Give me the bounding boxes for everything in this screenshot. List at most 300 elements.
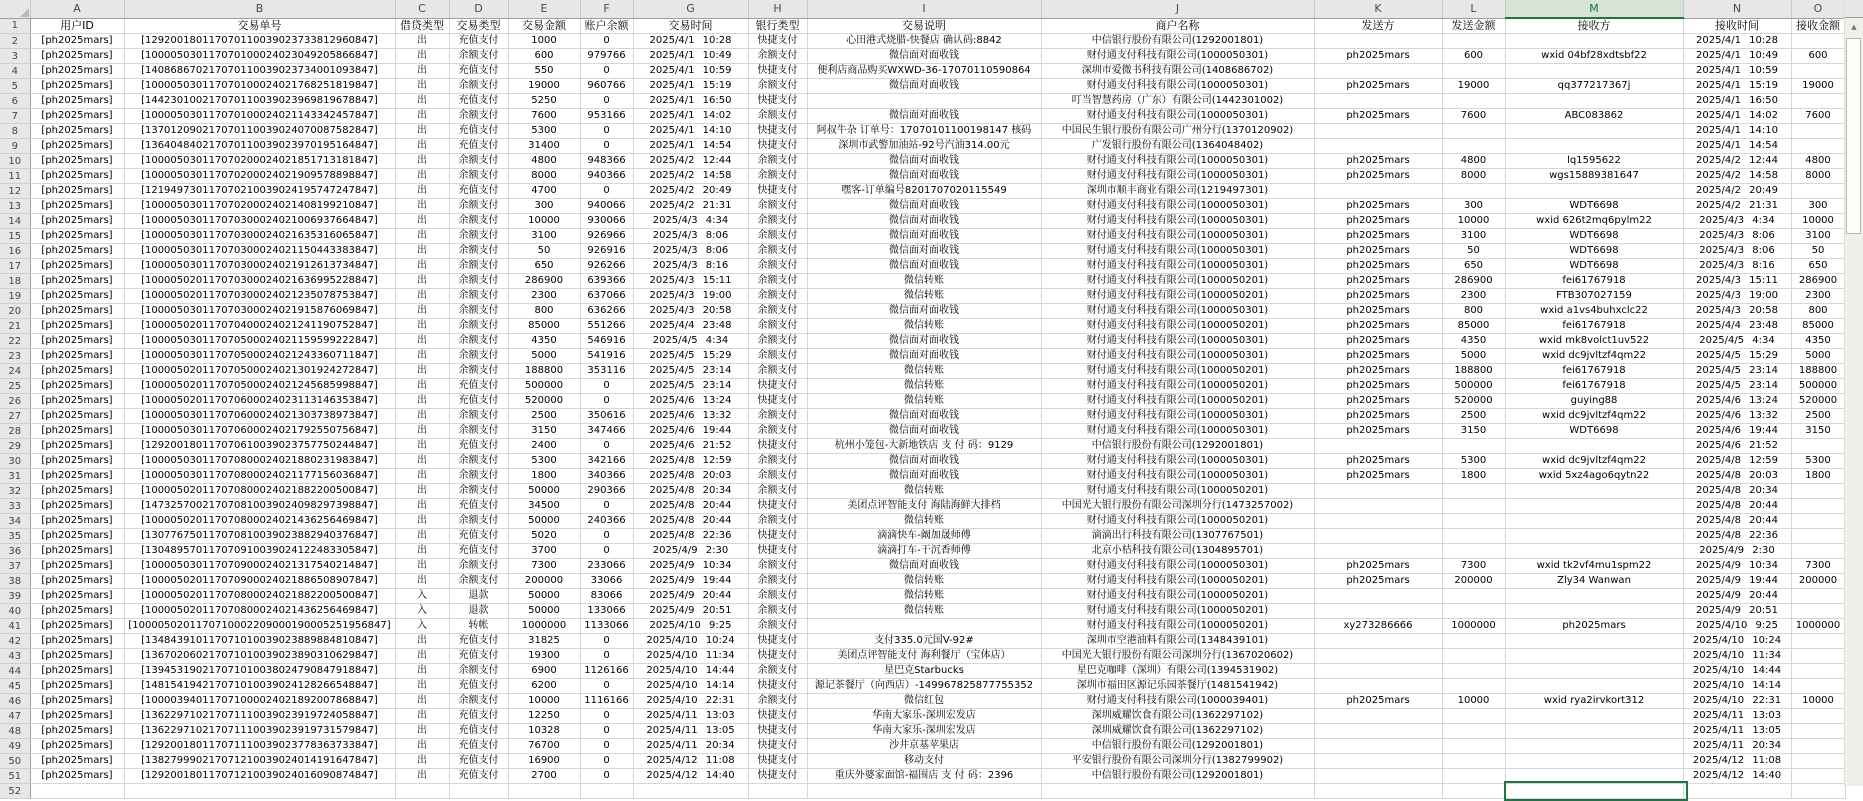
cell-A31[interactable]: [ph2025mars] [30, 469, 124, 484]
cell-O31[interactable]: 1800 [1791, 469, 1845, 484]
cell-M14[interactable]: wxid 626t2mq6pylm22 [1505, 214, 1683, 229]
cell-B41[interactable]: [1000050201170710002209000190005251956847] [124, 619, 395, 634]
cell-F42[interactable]: 0 [580, 634, 633, 649]
cell-J32[interactable]: 财付通支付科技有限公司(1000050201) [1041, 484, 1314, 499]
cell-I11[interactable]: 微信面对面收钱 [807, 169, 1041, 184]
cell-J15[interactable]: 财付通支付科技有限公司(1000050301) [1041, 229, 1314, 244]
cell-O35[interactable] [1791, 529, 1845, 544]
cell-K3[interactable]: ph2025mars [1314, 49, 1442, 64]
cell-D26[interactable]: 充值支付 [449, 394, 508, 409]
cell-M50[interactable] [1505, 754, 1683, 769]
cell-C28[interactable]: 出 [395, 424, 449, 439]
cell-H9[interactable]: 快捷支付 [748, 139, 807, 154]
cell-C40[interactable]: 入 [395, 604, 449, 619]
cell-J12[interactable]: 深圳市顺丰商业有限公司(1219497301) [1041, 184, 1314, 199]
cell-N4[interactable]: 2025/4/1 10:59 [1683, 64, 1791, 79]
row-number-2[interactable]: 2 [0, 34, 30, 49]
cell-F18[interactable]: 639366 [580, 274, 633, 289]
cell-N19[interactable]: 2025/4/3 19:00 [1683, 289, 1791, 304]
cell-H1[interactable]: 银行类型 [748, 18, 807, 34]
cell-K20[interactable]: ph2025mars [1314, 304, 1442, 319]
cell-M12[interactable] [1505, 184, 1683, 199]
cell-J37[interactable]: 财付通支付科技有限公司(1000050301) [1041, 559, 1314, 574]
cell-I26[interactable]: 微信转账 [807, 394, 1041, 409]
cell-E15[interactable]: 3100 [508, 229, 580, 244]
cell-F8[interactable]: 0 [580, 124, 633, 139]
column-header-D[interactable]: D [449, 0, 508, 18]
cell-B2[interactable]: [129200180117070110039023733812960847] [124, 34, 395, 49]
cell-K32[interactable] [1314, 484, 1442, 499]
cell-H11[interactable]: 余额支付 [748, 169, 807, 184]
cell-I19[interactable]: 微信转账 [807, 289, 1041, 304]
cell-L47[interactable] [1442, 709, 1505, 724]
cell-J18[interactable]: 财付通支付科技有限公司(1000050201) [1041, 274, 1314, 289]
cell-L36[interactable] [1442, 544, 1505, 559]
cell-E44[interactable]: 6900 [508, 664, 580, 679]
cell-M41[interactable]: ph2025mars [1505, 619, 1683, 634]
cell-D2[interactable]: 充值支付 [449, 34, 508, 49]
cell-N41[interactable]: 2025/4/10 9:25 [1683, 619, 1791, 634]
cell-M44[interactable] [1505, 664, 1683, 679]
cell-B43[interactable]: [136702060217071010039023890310629847] [124, 649, 395, 664]
cell-C19[interactable]: 出 [395, 289, 449, 304]
select-all-corner[interactable] [0, 0, 30, 18]
column-header-G[interactable]: G [633, 0, 748, 18]
cell-K23[interactable]: ph2025mars [1314, 349, 1442, 364]
cell-L25[interactable]: 500000 [1442, 379, 1505, 394]
cell-N47[interactable]: 2025/4/11 13:03 [1683, 709, 1791, 724]
cell-O40[interactable] [1791, 604, 1845, 619]
cell-L5[interactable]: 19000 [1442, 79, 1505, 94]
cell-H4[interactable]: 快捷支付 [748, 64, 807, 79]
vertical-scrollbar[interactable] [1844, 0, 1863, 786]
cell-H38[interactable]: 余额支付 [748, 574, 807, 589]
cell-K51[interactable] [1314, 769, 1442, 784]
cell-I15[interactable]: 微信面对面收钱 [807, 229, 1041, 244]
cell-I37[interactable]: 微信面对面收钱 [807, 559, 1041, 574]
cell-L1[interactable]: 发送金额 [1442, 18, 1505, 34]
cell-M17[interactable]: WDT6698 [1505, 259, 1683, 274]
cell-G13[interactable]: 2025/4/2 21:31 [633, 199, 748, 214]
cell-J13[interactable]: 财付通支付科技有限公司(1000050301) [1041, 199, 1314, 214]
cell-F6[interactable]: 0 [580, 94, 633, 109]
cell-C42[interactable]: 出 [395, 634, 449, 649]
cell-L29[interactable] [1442, 439, 1505, 454]
cell-D5[interactable]: 余额支付 [449, 79, 508, 94]
cell-F21[interactable]: 551266 [580, 319, 633, 334]
cell-D25[interactable]: 充值支付 [449, 379, 508, 394]
cell-B52[interactable] [124, 784, 395, 799]
cell-A41[interactable]: [ph2025mars] [30, 619, 124, 634]
cell-G36[interactable]: 2025/4/9 2:30 [633, 544, 748, 559]
cell-I7[interactable]: 微信面对面收钱 [807, 109, 1041, 124]
cell-F24[interactable]: 353116 [580, 364, 633, 379]
cell-F17[interactable]: 926266 [580, 259, 633, 274]
cell-O41[interactable]: 1000000 [1791, 619, 1845, 634]
cell-A12[interactable]: [ph2025mars] [30, 184, 124, 199]
cell-E36[interactable]: 3700 [508, 544, 580, 559]
cell-G31[interactable]: 2025/4/8 20:03 [633, 469, 748, 484]
cell-G4[interactable]: 2025/4/1 10:59 [633, 64, 748, 79]
scrollbar-thumb[interactable] [1846, 38, 1861, 234]
cell-G27[interactable]: 2025/4/6 13:32 [633, 409, 748, 424]
cell-M27[interactable]: wxid dc9jvltzf4qm22 [1505, 409, 1683, 424]
column-header-E[interactable]: E [508, 0, 580, 18]
cell-M5[interactable]: qq377217367j [1505, 79, 1683, 94]
cell-K50[interactable] [1314, 754, 1442, 769]
cell-M8[interactable] [1505, 124, 1683, 139]
cell-A10[interactable]: [ph2025mars] [30, 154, 124, 169]
cell-M15[interactable]: WDT6698 [1505, 229, 1683, 244]
column-header-L[interactable]: L [1442, 0, 1505, 18]
cell-G17[interactable]: 2025/4/3 8:16 [633, 259, 748, 274]
cell-K29[interactable] [1314, 439, 1442, 454]
cell-J24[interactable]: 财付通支付科技有限公司(1000050201) [1041, 364, 1314, 379]
cell-E17[interactable]: 650 [508, 259, 580, 274]
row-number-31[interactable]: 31 [0, 469, 30, 484]
cell-G25[interactable]: 2025/4/5 23:14 [633, 379, 748, 394]
cell-L51[interactable] [1442, 769, 1505, 784]
cell-N30[interactable]: 2025/4/8 12:59 [1683, 454, 1791, 469]
cell-M51[interactable] [1505, 769, 1683, 784]
cell-L38[interactable]: 200000 [1442, 574, 1505, 589]
cell-B34[interactable]: [100005020117070800024021436256469847] [124, 514, 395, 529]
cell-F3[interactable]: 979766 [580, 49, 633, 64]
cell-G47[interactable]: 2025/4/11 13:03 [633, 709, 748, 724]
cell-N35[interactable]: 2025/4/8 22:36 [1683, 529, 1791, 544]
cell-H17[interactable]: 余额支付 [748, 259, 807, 274]
cell-N45[interactable]: 2025/4/10 14:14 [1683, 679, 1791, 694]
cell-F47[interactable]: 0 [580, 709, 633, 724]
cell-O23[interactable]: 5000 [1791, 349, 1845, 364]
cell-B23[interactable]: [100005030117070500024021243360711847] [124, 349, 395, 364]
cell-M38[interactable]: Zly34 Wanwan [1505, 574, 1683, 589]
cell-K7[interactable]: ph2025mars [1314, 109, 1442, 124]
cell-O39[interactable] [1791, 589, 1845, 604]
cell-I40[interactable]: 微信转账 [807, 604, 1041, 619]
cell-E22[interactable]: 4350 [508, 334, 580, 349]
cell-I52[interactable] [807, 784, 1041, 799]
cell-L34[interactable] [1442, 514, 1505, 529]
cell-B48[interactable]: [136229710217071110039023919731579847] [124, 724, 395, 739]
cell-E52[interactable] [508, 784, 580, 799]
cell-O49[interactable] [1791, 739, 1845, 754]
cell-I46[interactable]: 微信红包 [807, 694, 1041, 709]
cell-M9[interactable] [1505, 139, 1683, 154]
cell-F12[interactable]: 0 [580, 184, 633, 199]
cell-F45[interactable]: 0 [580, 679, 633, 694]
cell-M3[interactable]: wxid 04bf28xdtsbf22 [1505, 49, 1683, 64]
cell-D31[interactable]: 余额支付 [449, 469, 508, 484]
cell-G7[interactable]: 2025/4/1 14:02 [633, 109, 748, 124]
cell-F35[interactable]: 0 [580, 529, 633, 544]
cell-A13[interactable]: [ph2025mars] [30, 199, 124, 214]
cell-H28[interactable]: 余额支付 [748, 424, 807, 439]
cell-C8[interactable]: 出 [395, 124, 449, 139]
cell-M52[interactable] [1505, 784, 1683, 799]
row-number-19[interactable]: 19 [0, 289, 30, 304]
cell-D50[interactable]: 充值支付 [449, 754, 508, 769]
cell-G52[interactable] [633, 784, 748, 799]
cell-M30[interactable]: wxid dc9jvltzf4qm22 [1505, 454, 1683, 469]
cell-C26[interactable]: 出 [395, 394, 449, 409]
cell-M48[interactable] [1505, 724, 1683, 739]
cell-J35[interactable]: 滴滴出行科技有限公司(1307767501) [1041, 529, 1314, 544]
cell-A29[interactable]: [ph2025mars] [30, 439, 124, 454]
row-number-14[interactable]: 14 [0, 214, 30, 229]
cell-D18[interactable]: 余额支付 [449, 274, 508, 289]
cell-L52[interactable] [1442, 784, 1505, 799]
cell-A50[interactable]: [ph2025mars] [30, 754, 124, 769]
cell-D28[interactable]: 余额支付 [449, 424, 508, 439]
cell-A9[interactable]: [ph2025mars] [30, 139, 124, 154]
cell-D22[interactable]: 余额支付 [449, 334, 508, 349]
cell-N8[interactable]: 2025/4/1 14:10 [1683, 124, 1791, 139]
cell-C4[interactable]: 出 [395, 64, 449, 79]
cell-H26[interactable]: 快捷支付 [748, 394, 807, 409]
column-header-I[interactable]: I [807, 0, 1041, 18]
cell-I36[interactable]: 滴滴打车-干沉香师傅 [807, 544, 1041, 559]
cell-B39[interactable]: [100005020117070800024021882200500847] [124, 589, 395, 604]
row-number-22[interactable]: 22 [0, 334, 30, 349]
cell-K2[interactable] [1314, 34, 1442, 49]
cell-O47[interactable] [1791, 709, 1845, 724]
cell-K45[interactable] [1314, 679, 1442, 694]
cell-A19[interactable]: [ph2025mars] [30, 289, 124, 304]
row-number-39[interactable]: 39 [0, 589, 30, 604]
cell-N6[interactable]: 2025/4/1 16:50 [1683, 94, 1791, 109]
cell-K26[interactable]: ph2025mars [1314, 394, 1442, 409]
cell-M20[interactable]: wxid a1vs4buhxclc22 [1505, 304, 1683, 319]
cell-D13[interactable]: 余额支付 [449, 199, 508, 214]
cell-H51[interactable]: 快捷支付 [748, 769, 807, 784]
cell-F2[interactable]: 0 [580, 34, 633, 49]
cell-A48[interactable]: [ph2025mars] [30, 724, 124, 739]
cell-I4[interactable]: 便利店商品购买WXWD-36-17070110590864 [807, 64, 1041, 79]
cell-E20[interactable]: 800 [508, 304, 580, 319]
cell-M7[interactable]: ABC083862 [1505, 109, 1683, 124]
cell-A37[interactable]: [ph2025mars] [30, 559, 124, 574]
cell-L31[interactable]: 1800 [1442, 469, 1505, 484]
cell-H15[interactable]: 余额支付 [748, 229, 807, 244]
cell-H19[interactable]: 余额支付 [748, 289, 807, 304]
cell-E45[interactable]: 6200 [508, 679, 580, 694]
row-number-49[interactable]: 49 [0, 739, 30, 754]
cell-D52[interactable] [449, 784, 508, 799]
cell-L10[interactable]: 4800 [1442, 154, 1505, 169]
cell-A43[interactable]: [ph2025mars] [30, 649, 124, 664]
cell-M23[interactable]: wxid dc9jvltzf4qm22 [1505, 349, 1683, 364]
cell-C21[interactable]: 出 [395, 319, 449, 334]
cell-A6[interactable]: [ph2025mars] [30, 94, 124, 109]
cell-N26[interactable]: 2025/4/6 13:24 [1683, 394, 1791, 409]
cell-O48[interactable] [1791, 724, 1845, 739]
cell-J16[interactable]: 财付通支付科技有限公司(1000050301) [1041, 244, 1314, 259]
cell-C47[interactable]: 出 [395, 709, 449, 724]
cell-F30[interactable]: 342166 [580, 454, 633, 469]
row-number-26[interactable]: 26 [0, 394, 30, 409]
cell-A49[interactable]: [ph2025mars] [30, 739, 124, 754]
cell-H16[interactable]: 余额支付 [748, 244, 807, 259]
cell-O43[interactable] [1791, 649, 1845, 664]
row-number-50[interactable]: 50 [0, 754, 30, 769]
cell-L13[interactable]: 300 [1442, 199, 1505, 214]
cell-O11[interactable]: 8000 [1791, 169, 1845, 184]
cell-F38[interactable]: 33066 [580, 574, 633, 589]
cell-A18[interactable]: [ph2025mars] [30, 274, 124, 289]
cell-C23[interactable]: 出 [395, 349, 449, 364]
cell-B33[interactable]: [147325700217070810039024098297398847] [124, 499, 395, 514]
cell-N14[interactable]: 2025/4/3 4:34 [1683, 214, 1791, 229]
cell-E41[interactable]: 1000000 [508, 619, 580, 634]
cell-D27[interactable]: 余额支付 [449, 409, 508, 424]
cell-H46[interactable]: 余额支付 [748, 694, 807, 709]
cell-G33[interactable]: 2025/4/8 20:44 [633, 499, 748, 514]
cell-C30[interactable]: 出 [395, 454, 449, 469]
cell-A44[interactable]: [ph2025mars] [30, 664, 124, 679]
cell-D47[interactable]: 充值支付 [449, 709, 508, 724]
cell-O45[interactable] [1791, 679, 1845, 694]
cell-I31[interactable]: 微信面对面收钱 [807, 469, 1041, 484]
cell-I18[interactable]: 微信转账 [807, 274, 1041, 289]
row-number-34[interactable]: 34 [0, 514, 30, 529]
cell-E25[interactable]: 500000 [508, 379, 580, 394]
cell-D36[interactable]: 充值支付 [449, 544, 508, 559]
cell-H29[interactable]: 快捷支付 [748, 439, 807, 454]
cell-K40[interactable] [1314, 604, 1442, 619]
cell-B50[interactable]: [138279990217071210039024014191647847] [124, 754, 395, 769]
cell-A42[interactable]: [ph2025mars] [30, 634, 124, 649]
cell-C22[interactable]: 出 [395, 334, 449, 349]
cell-C2[interactable]: 出 [395, 34, 449, 49]
cell-A47[interactable]: [ph2025mars] [30, 709, 124, 724]
cell-D9[interactable]: 充值支付 [449, 139, 508, 154]
row-number-25[interactable]: 25 [0, 379, 30, 394]
cell-H32[interactable]: 余额支付 [748, 484, 807, 499]
cell-H14[interactable]: 余额支付 [748, 214, 807, 229]
cell-I6[interactable] [807, 94, 1041, 109]
cell-O27[interactable]: 2500 [1791, 409, 1845, 424]
cell-A2[interactable]: [ph2025mars] [30, 34, 124, 49]
cell-A8[interactable]: [ph2025mars] [30, 124, 124, 139]
cell-C37[interactable]: 出 [395, 559, 449, 574]
cell-C18[interactable]: 出 [395, 274, 449, 289]
cell-A25[interactable]: [ph2025mars] [30, 379, 124, 394]
cell-N33[interactable]: 2025/4/8 20:44 [1683, 499, 1791, 514]
cell-D49[interactable]: 充值支付 [449, 739, 508, 754]
cell-N3[interactable]: 2025/4/1 10:49 [1683, 49, 1791, 64]
cell-O1[interactable]: 接收金额 [1791, 18, 1845, 34]
cell-C29[interactable]: 出 [395, 439, 449, 454]
cell-F13[interactable]: 940066 [580, 199, 633, 214]
cell-N10[interactable]: 2025/4/2 12:44 [1683, 154, 1791, 169]
cell-C31[interactable]: 出 [395, 469, 449, 484]
cell-I27[interactable]: 微信面对面收钱 [807, 409, 1041, 424]
column-header-B[interactable]: B [124, 0, 395, 18]
cell-C12[interactable]: 出 [395, 184, 449, 199]
cell-A11[interactable]: [ph2025mars] [30, 169, 124, 184]
cell-C13[interactable]: 出 [395, 199, 449, 214]
cell-E4[interactable]: 550 [508, 64, 580, 79]
cell-B19[interactable]: [100005020117070300024021235078753847] [124, 289, 395, 304]
cell-K18[interactable]: ph2025mars [1314, 274, 1442, 289]
cell-F9[interactable]: 0 [580, 139, 633, 154]
cell-H10[interactable]: 余额支付 [748, 154, 807, 169]
cell-N20[interactable]: 2025/4/3 20:58 [1683, 304, 1791, 319]
cell-H21[interactable]: 余额支付 [748, 319, 807, 334]
cell-E29[interactable]: 2400 [508, 439, 580, 454]
cell-O28[interactable]: 3150 [1791, 424, 1845, 439]
cell-C16[interactable]: 出 [395, 244, 449, 259]
cell-H43[interactable]: 快捷支付 [748, 649, 807, 664]
cell-E14[interactable]: 10000 [508, 214, 580, 229]
cell-L17[interactable]: 650 [1442, 259, 1505, 274]
cell-M28[interactable]: WDT6698 [1505, 424, 1683, 439]
cell-F46[interactable]: 1116166 [580, 694, 633, 709]
cell-E39[interactable]: 50000 [508, 589, 580, 604]
cell-J17[interactable]: 财付通支付科技有限公司(1000050301) [1041, 259, 1314, 274]
cell-I34[interactable]: 微信转账 [807, 514, 1041, 529]
row-number-7[interactable]: 7 [0, 109, 30, 124]
cell-A32[interactable]: [ph2025mars] [30, 484, 124, 499]
column-header-H[interactable]: H [748, 0, 807, 18]
cell-E26[interactable]: 520000 [508, 394, 580, 409]
cell-G44[interactable]: 2025/4/10 14:44 [633, 664, 748, 679]
cell-D39[interactable]: 退款 [449, 589, 508, 604]
cell-G10[interactable]: 2025/4/2 12:44 [633, 154, 748, 169]
row-number-41[interactable]: 41 [0, 619, 30, 634]
cell-H52[interactable] [748, 784, 807, 799]
cell-C36[interactable]: 出 [395, 544, 449, 559]
row-number-18[interactable]: 18 [0, 274, 30, 289]
cell-J14[interactable]: 财付通支付科技有限公司(1000050301) [1041, 214, 1314, 229]
cell-E50[interactable]: 16900 [508, 754, 580, 769]
cell-D43[interactable]: 充值支付 [449, 649, 508, 664]
cell-H3[interactable]: 余额支付 [748, 49, 807, 64]
cell-E19[interactable]: 2300 [508, 289, 580, 304]
cell-M13[interactable]: WDT6698 [1505, 199, 1683, 214]
cell-J1[interactable]: 商户名称 [1041, 18, 1314, 34]
cell-A51[interactable]: [ph2025mars] [30, 769, 124, 784]
cell-D48[interactable]: 充值支付 [449, 724, 508, 739]
cell-N36[interactable]: 2025/4/9 2:30 [1683, 544, 1791, 559]
cell-B24[interactable]: [100005020117070500024021301924272847] [124, 364, 395, 379]
cell-K38[interactable]: ph2025mars [1314, 574, 1442, 589]
cell-G23[interactable]: 2025/4/5 15:29 [633, 349, 748, 364]
cell-M47[interactable] [1505, 709, 1683, 724]
cell-B30[interactable]: [100005030117070800024021880231983847] [124, 454, 395, 469]
cell-E42[interactable]: 31825 [508, 634, 580, 649]
cell-G24[interactable]: 2025/4/5 23:14 [633, 364, 748, 379]
cell-L6[interactable] [1442, 94, 1505, 109]
cell-K48[interactable] [1314, 724, 1442, 739]
cell-G3[interactable]: 2025/4/1 10:49 [633, 49, 748, 64]
cell-K39[interactable] [1314, 589, 1442, 604]
cell-H13[interactable]: 余额支付 [748, 199, 807, 214]
row-number-16[interactable]: 16 [0, 244, 30, 259]
cell-L7[interactable]: 7600 [1442, 109, 1505, 124]
cell-C46[interactable]: 出 [395, 694, 449, 709]
cell-G1[interactable]: 交易时间 [633, 18, 748, 34]
cell-G41[interactable]: 2025/4/10 9:25 [633, 619, 748, 634]
cell-N40[interactable]: 2025/4/9 20:51 [1683, 604, 1791, 619]
cell-K44[interactable] [1314, 664, 1442, 679]
cell-M4[interactable] [1505, 64, 1683, 79]
cell-C43[interactable]: 出 [395, 649, 449, 664]
cell-F31[interactable]: 340366 [580, 469, 633, 484]
cell-B47[interactable]: [136229710217071110039023919724058847] [124, 709, 395, 724]
cell-F49[interactable]: 0 [580, 739, 633, 754]
